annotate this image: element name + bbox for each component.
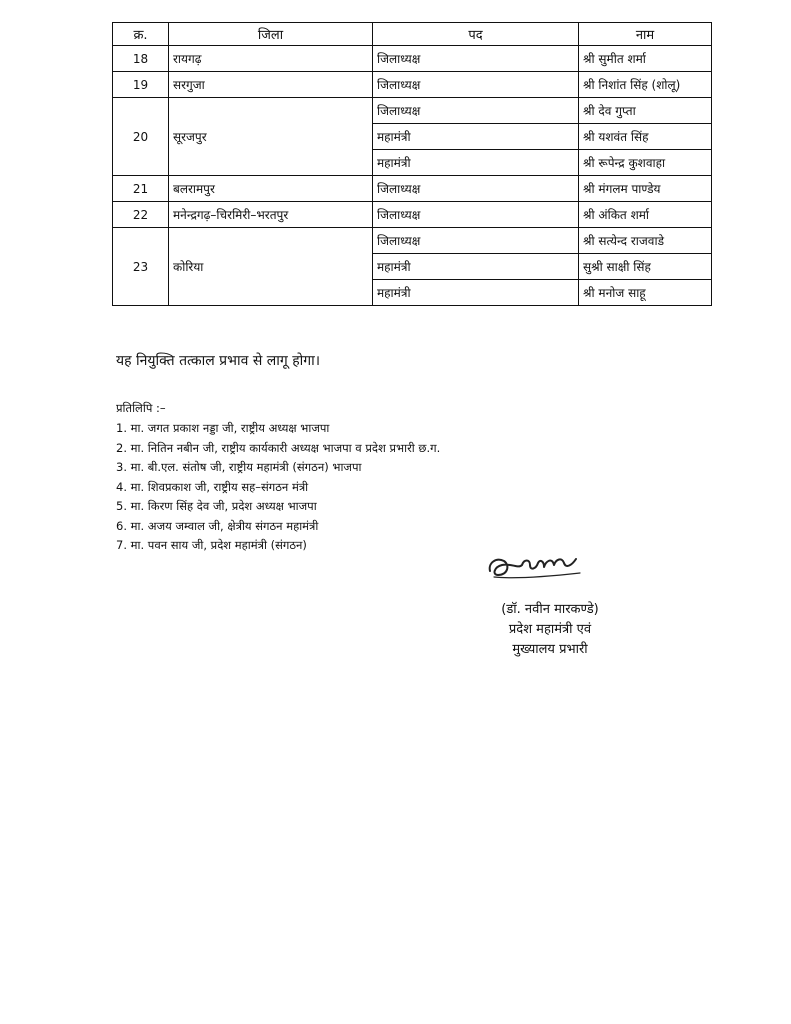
cell-post: जिलाध्यक्ष [373, 202, 579, 228]
cell-serial: 23 [113, 228, 169, 306]
cell-serial: 22 [113, 202, 169, 228]
cell-name: श्री अंकित शर्मा [579, 202, 712, 228]
signature-icon [484, 545, 594, 585]
signatory-block [470, 600, 630, 660]
cell-name: श्री मंगलम पाण्डेय [579, 176, 712, 202]
list-item: 3. मा. बी.एल. संतोष जी, राष्ट्रीय महामंत्री (संगठन) भाजपा [116, 460, 362, 474]
cell-name: श्री रूपेन्द्र कुशवाहा [579, 150, 712, 176]
cell-district: रायगढ़ [169, 46, 373, 72]
cell-post: महामंत्री [373, 280, 579, 306]
cell-name: श्री निशांत सिंह (शोलू) [579, 72, 712, 98]
cell-post: जिलाध्यक्ष [373, 176, 579, 202]
list-item: 5. मा. किरण सिंह देव जी, प्रदेश अध्यक्ष भाजपा [116, 499, 317, 513]
cell-name: सुश्री साक्षी सिंह [579, 254, 712, 280]
table-row [113, 98, 712, 124]
table-row [113, 72, 712, 98]
header-post: पद [373, 23, 579, 46]
cell-district: बलरामपुर [169, 176, 373, 202]
signatory-name: (डॉ. नवीन मारकण्डे) [501, 602, 599, 617]
cell-post: महामंत्री [373, 124, 579, 150]
header-serial: क्र. [113, 23, 169, 46]
cell-name: श्री सुमीत शर्मा [579, 46, 712, 72]
list-item: 6. मा. अजय जम्वाल जी, क्षेत्रीय संगठन महामंत्री [116, 518, 319, 533]
effect-statement: यह नियुक्ति तत्काल प्रभाव से लागू होगा। [116, 353, 321, 369]
cell-post: महामंत्री [373, 150, 579, 176]
cell-serial: 19 [113, 72, 169, 98]
cell-post: महामंत्री [373, 254, 579, 280]
signatory-designation: प्रदेश महामंत्री एवं [508, 622, 592, 637]
table-row [113, 202, 712, 228]
copy-heading: प्रतिलिपि :– [116, 401, 166, 415]
header-name: नाम [579, 23, 712, 46]
list-item: 1. मा. जगत प्रकाश नड्डा जी, राष्ट्रीय अध्यक्ष भाजपा [116, 421, 330, 435]
cell-name: श्री सत्येन्द राजवाडे [579, 228, 712, 254]
list-item: 4. मा. शिवप्रकाश जी, राष्ट्रीय सह–संगठन मंत्री [116, 479, 309, 494]
header-district: जिला [169, 23, 373, 46]
appointments-table [112, 22, 712, 306]
cell-district: सरगुजा [169, 72, 373, 98]
cell-post: जिलाध्यक्ष [373, 72, 579, 98]
cell-post: जिलाध्यक्ष [373, 98, 579, 124]
cell-district: मनेन्द्रगढ़–चिरमिरी–भरतपुर [169, 202, 373, 228]
cell-post: जिलाध्यक्ष [373, 46, 579, 72]
cell-name: श्री यशवंत सिंह [579, 124, 712, 150]
table-header-row [113, 23, 712, 46]
cell-name: श्री देव गुप्ता [579, 98, 712, 124]
copy-list [116, 419, 440, 556]
list-item: 2. मा. नितिन नबीन जी, राष्ट्रीय कार्यकारी अध्यक्ष भाजपा व प्रदेश प्रभारी छ.ग. [116, 440, 441, 455]
table-body [113, 46, 712, 306]
cell-district: कोरिया [169, 228, 373, 306]
cell-serial: 18 [113, 46, 169, 72]
signatory-office: मुख्यालय प्रभारी [512, 642, 588, 657]
cell-name: श्री मनोज साहू [579, 280, 712, 306]
cell-district: सूरजपुर [169, 98, 373, 176]
cell-serial: 20 [113, 98, 169, 176]
table-row [113, 46, 712, 72]
cell-post: जिलाध्यक्ष [373, 228, 579, 254]
cell-serial: 21 [113, 176, 169, 202]
table-row [113, 228, 712, 254]
table-row [113, 176, 712, 202]
list-item: 7. मा. पवन साय जी, प्रदेश महामंत्री (संगठन) [116, 538, 307, 552]
